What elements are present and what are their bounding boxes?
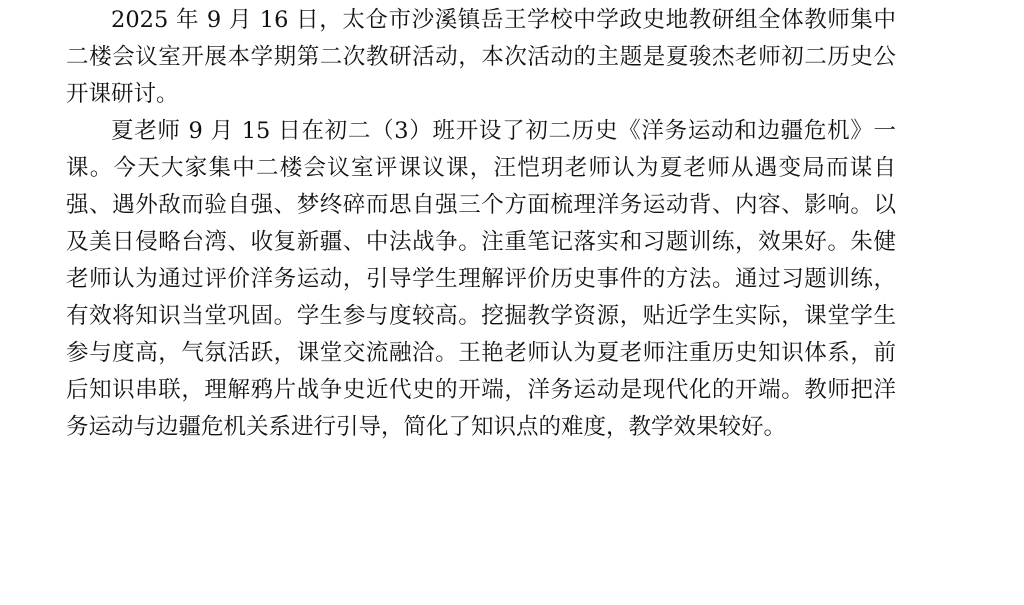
document-body	[66, 2, 896, 446]
paragraph-meeting-intro: 2025 年 9 月 16 日，太仓市沙溪镇岳王学校中学政史地教研组全体教师集中二楼会议室开展本学期第二次教研活动，本次活动的主题是夏骏杰老师初二历史公开课研讨。	[66, 7, 896, 107]
paragraph-lesson-review: 夏老师 9 月 15 日在初二（3）班开设了初二历史《洋务运动和边疆危机》一课。今天大家集中二楼会议室评课议课，汪恺玥老师认为夏老师从遇变局而谋自强、遇外敌而验自强、梦终碎而思自强三个方面梳理洋务运动背、内容、影响。以及美日侵略台湾、收复新疆、中法战争。注重笔记落实和习题训练，效果好。朱健老师认为通过评价洋务运动，引导学生理解评价历史事件的方法。通过习题训练，有效将知识当堂巩固。学生参与度较高。挖掘教学资源，贴近学生实际，课堂学生参与度高，气氛活跃，课堂交流融洽。王艳老师认为夏老师注重历史知识体系，前后知识串联，理解鸦片战争史近代史的开端，洋务运动是现代化的开端。教师把洋务运动与边疆危机关系进行引导，简化了知识点的难度，教学效果较好。	[66, 118, 896, 440]
